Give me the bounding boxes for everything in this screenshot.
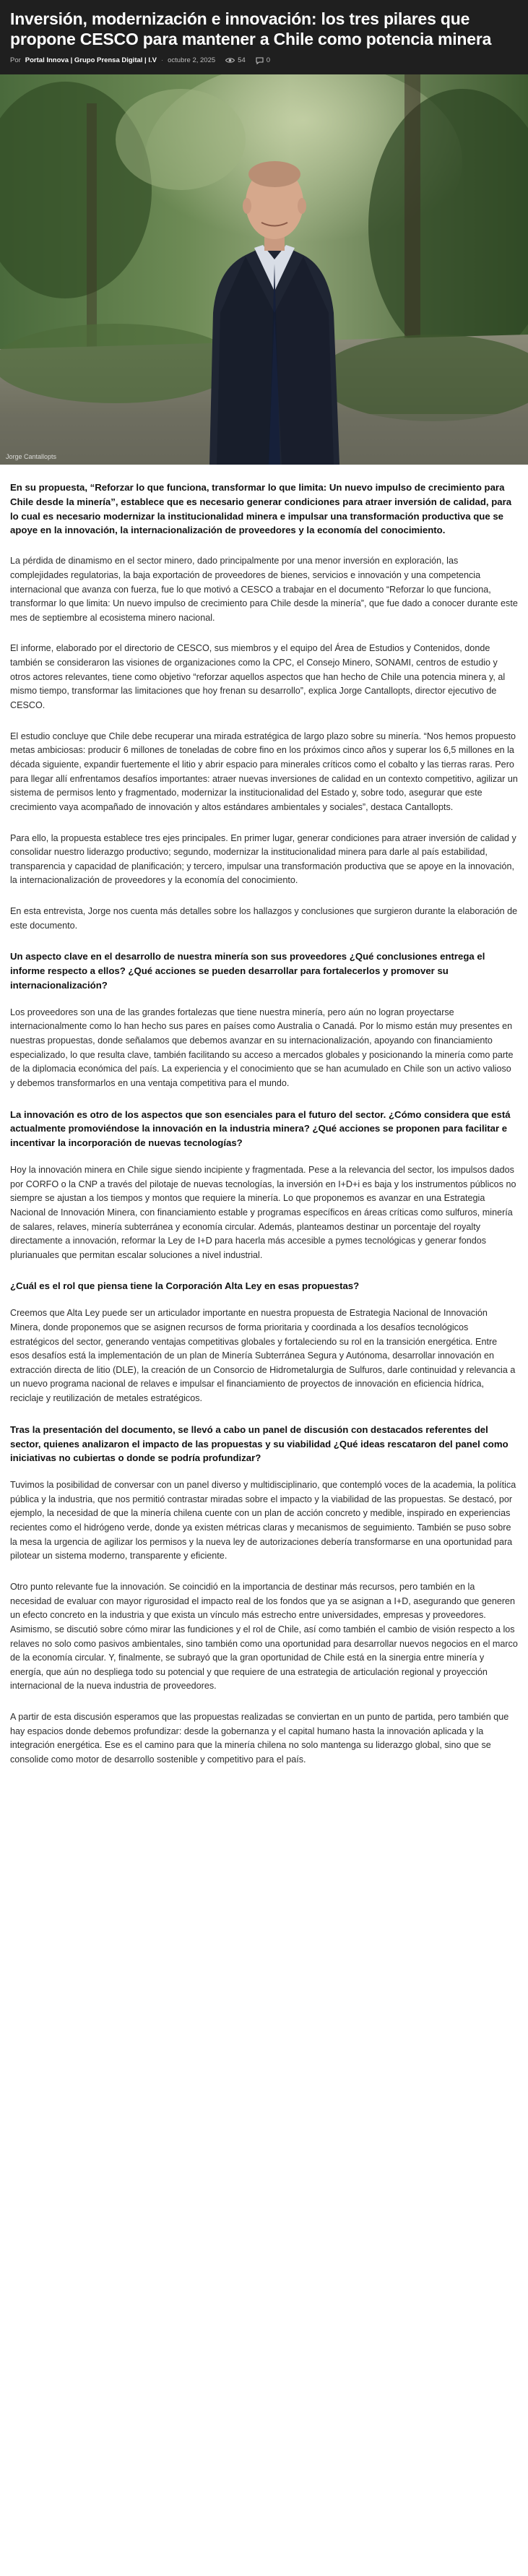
comments-counter[interactable] <box>256 56 270 64</box>
paragraph: La pérdida de dinamismo en el sector minero, dado principalmente por una menor inversión en exploración, las complejidades regulatorias, la baja exportación de proveedores de bienes, servicios e innovación y una competencia internacional que avanza con fuerza, fue lo que motivó a CESCO a trabajar en el documento “Reforzar lo que funciona, transformar lo que limita: Un nuevo impulso de crecimiento para Chile desde la minería”, que fue dado a conocer durante este mes de septiembre al ecosistema minero nacional. <box>10 556 518 623</box>
interview-question: Tras la presentación del documento, se llevó a cabo un panel de discusión con destacados referentes del sector, quienes analizaron el impacto de las propuestas y su viabilidad ¿Qué ideas rescataron del panel como iniciativas no cubiertas o donde se podría profundizar? <box>10 1423 508 1464</box>
author-link[interactable]: Portal Innova | Grupo Prensa Digital | I.V <box>25 56 157 65</box>
interview-question: Un aspecto clave en el desarrollo de nuestra minería son sus proveedores ¿Qué conclusiones entrega el informe respecto a ellos? ¿Qué acciones se pueden desarrollar para fortalecerlos y promover su internacionalización? <box>10 951 485 991</box>
article-meta <box>10 56 518 64</box>
interview-answer: A partir de esta discusión esperamos que las propuestas realizadas se conviertan en un punto de partida, pero también que hay espacios donde debemos profundizar: desde la gobernanza y el capital humano hasta la innovación aplicada y la integración energética. Ese es el camino para que la minería chilena no solo mantenga su liderazgo global, sino que se consolide como motor de desarrollo sostenible y competitivo para el país. <box>10 1712 509 1765</box>
interview-question: ¿Cuál es el rol que piensa tiene la Corporación Alta Ley en esas propuestas? <box>10 1280 360 1292</box>
eye-icon <box>225 57 235 64</box>
paragraph: Para ello, la propuesta establece tres ejes principales. En primer lugar, generar condiciones para atraer inversión de calidad y consolidar nuestro liderazgo productivo; segundo, modernizar la institucionalidad minera para darle al país estabilidad, transparencia y capacidad de planificación; y tercero, impulsar una transformación productiva que se apoye en la innovación, la internacionalización de proveedores y la economía del conocimiento. <box>10 832 516 886</box>
publish-date: octubre 2, 2025 <box>168 56 216 65</box>
comments-count: 0 <box>266 56 271 65</box>
article-body <box>0 465 528 1806</box>
views-count: 54 <box>238 56 246 65</box>
interview-answer: Los proveedores son una de las grandes fortalezas que tiene nuestra minería, pero aún no logran proyectarse internacionalmente como lo han hecho sus pares en países como Australia o Canadá. Por lo mismo están muy presentes en nuestras propuestas, donde señalamos que debemos avanzar en su internacionalización, apoyando con financiamiento especializado, lo que resulta clave, también facilitando su acceso a mercados globales y posicionando la minería como parte de la diplomacia económica del país. La experiencia y el conocimiento que se han acumulado en Chile son un activo valioso y debemos transformarlos en una ventaja competitiva para el mundo. <box>10 1007 514 1088</box>
interview-answer: Tuvimos la posibilidad de conversar con un panel diverso y multidisciplinario, que contempló voces de la academia, la política pública y la industria, que nos permitió contrastar miradas sobre el impacto y la viabilidad de las propuestas. Se destacó, por ejemplo, la necesidad de que la minería chilena cuente con un plan de acción concreto y medible, inspirado en experiencias recientes como el hidrógeno verde, donde ya existen métricas claras y mecanismos de seguimiento. También se puso sobre la mesa la urgencia de agilizar los permisos y la nueva ley de autorizaciones debería transformarse en una oportunidad para pilotear un sistema moderno, transparente y eficiente. <box>10 1480 516 1561</box>
meta-separator: · <box>160 56 164 65</box>
photo-credit: Jorge Cantallopts <box>6 453 57 461</box>
comment-icon <box>256 57 264 64</box>
paragraph: En esta entrevista, Jorge nos cuenta más detalles sobre los hallazgos y conclusiones que surgieron durante la elaboración de este documento. <box>10 906 518 931</box>
interview-answer: Creemos que Alta Ley puede ser un articulador importante en nuestra propuesta de Estrategia Nacional de Innovación Minera, donde proponemos que se asignen recursos de forma prioritaria y coordinada a los desafíos tecnológicos estratégicos del sector, generando ventajas competitivas globales y fortaleciendo su rol en la transición energética. Entre esos desafíos está la implementación de un plan de Minería Subterránea Segura y Autónoma, desarrollar innovación en extracción directa de litio (DLE), la creación de un Consorcio de Hidrometalurgia de Sulfuros, darle continuidad y relevancia a un nuevo programa nacional de relaves e impulsar el financiamiento de proyectos de innovación en eficiencia hídrica, reciclaje y reutilización de metales estratégicos. <box>10 1308 516 1404</box>
hero-photo <box>0 74 528 465</box>
article-title: Inversión, modernización e innovación: los tres pilares que propone CESCO para mantener a Chile como potencia minera <box>10 9 492 49</box>
portrait-illustration <box>0 74 528 465</box>
article-header <box>0 0 528 74</box>
interview-question: La innovación es otro de los aspectos que son esenciales para el futuro del sector. ¿Cómo considera que está actualmente promoviéndose la innovación en la industria minera? ¿Qué acciones se proponen para facilitar e incentivar la incorporación de nuevas tecnologías? <box>10 1108 511 1149</box>
article-lead: En su propuesta, “Reforzar lo que funciona, transformar lo que limita: Un nuevo impulso de crecimiento para Chile desde la minería”, establece que es necesario generar condiciones para atraer inversión de calidad, para lo cual es necesario modernizar la institucionalidad minera e impulsar una transformación productiva que se apoye en la innovación, la internacionalización de proveedores y la economía del conocimiento. <box>10 482 512 536</box>
byline-prefix: Por <box>10 56 21 65</box>
paragraph: El informe, elaborado por el directorio de CESCO, sus miembros y el equipo del Área de Estudios y Contenidos, donde también se consideraron las visiones de organizaciones como la CPC, el Consejo Minero, SONAMI, centros de estudio y otros actores relevantes, tiene como objetivo “reforzar aquellos aspectos que han hecho de Chile una potencia minera y, al mismo tiempo, transformar las limitaciones que hoy frenan su desarrollo”, explica Jorge Cantallopts, director ejecutivo de CESCO. <box>10 643 506 711</box>
views-counter <box>225 56 246 64</box>
interview-answer: Hoy la innovación minera en Chile sigue siendo incipiente y fragmentada. Pese a la relevancia del sector, los impulsos dados por CORFO o la CNP a través del pilotaje de nuevas tecnologías, la inversión en I+D+i es baja y los instrumentos públicos no siempre se ajustan a los tiempos y montos que requiere la minería. Lo que proponemos es avanzar en una Estrategia Nacional de Innovación Minera, con financiamiento estable y programas específicos en áreas críticas como sulfuros, minería de salares, relaves, minería subterránea y economía circular. Además, planteamos destinar un porcentaje del royalty directamente a innovación, reformar la Ley de I+D para hacerla más accesible a pymes tecnológicas y generar fondos plurianuales que permitan escalar soluciones a nivel industrial. <box>10 1165 516 1260</box>
paragraph: El estudio concluye que Chile debe recuperar una mirada estratégica de largo plazo sobre su minería. “Nos hemos propuesto metas ambiciosas: producir 6 millones de toneladas de cobre fino en los próximos cinco años y superar los 6,5 millones en la década siguiente, expandir fuertemente el litio y abrir espacio para minerales críticos como el cobalto y las tierras raras. Pero para llegar allí enfrentamos desafíos importantes: atraer nuevas inversiones de calidad en un contexto competitivo, agilizar un sistema de permisos lento y fragmentado, modernizar la institucionalidad del Estado y, sobre todo, asegurar que este crecimiento vaya acompañado de innovación y altos estándares ambientales y sociales”, destaca Cantallopts. <box>10 731 518 812</box>
interview-answer: Otro punto relevante fue la innovación. Se coincidió en la importancia de destinar más recursos, pero también en la necesidad de evaluar con mayor rigurosidad el impacto real de los fondos que ya se asignan a I+D, asegurando que generen un efecto concreto en la industria y que exista un vínculo más estrecho entre universidades, empresas y proveedores. Asimismo, se discutió sobre cómo mirar las fundiciones y el rol de Chile, así como también el cambio de visión respecto a los relaves no solo como pasivos ambientales, sino también como una oportunidad para desarrollar nuevos negocios en el marco de la economía circular. Y, finalmente, se subrayó que la gran oportunidad de Chile está en la sinergia entre minería y energía, que aún no despliega todo su potencial y que requiere de una estrategia de articulación regional y proyección internacional de la nueva industria de proveedores. <box>10 1582 518 1692</box>
